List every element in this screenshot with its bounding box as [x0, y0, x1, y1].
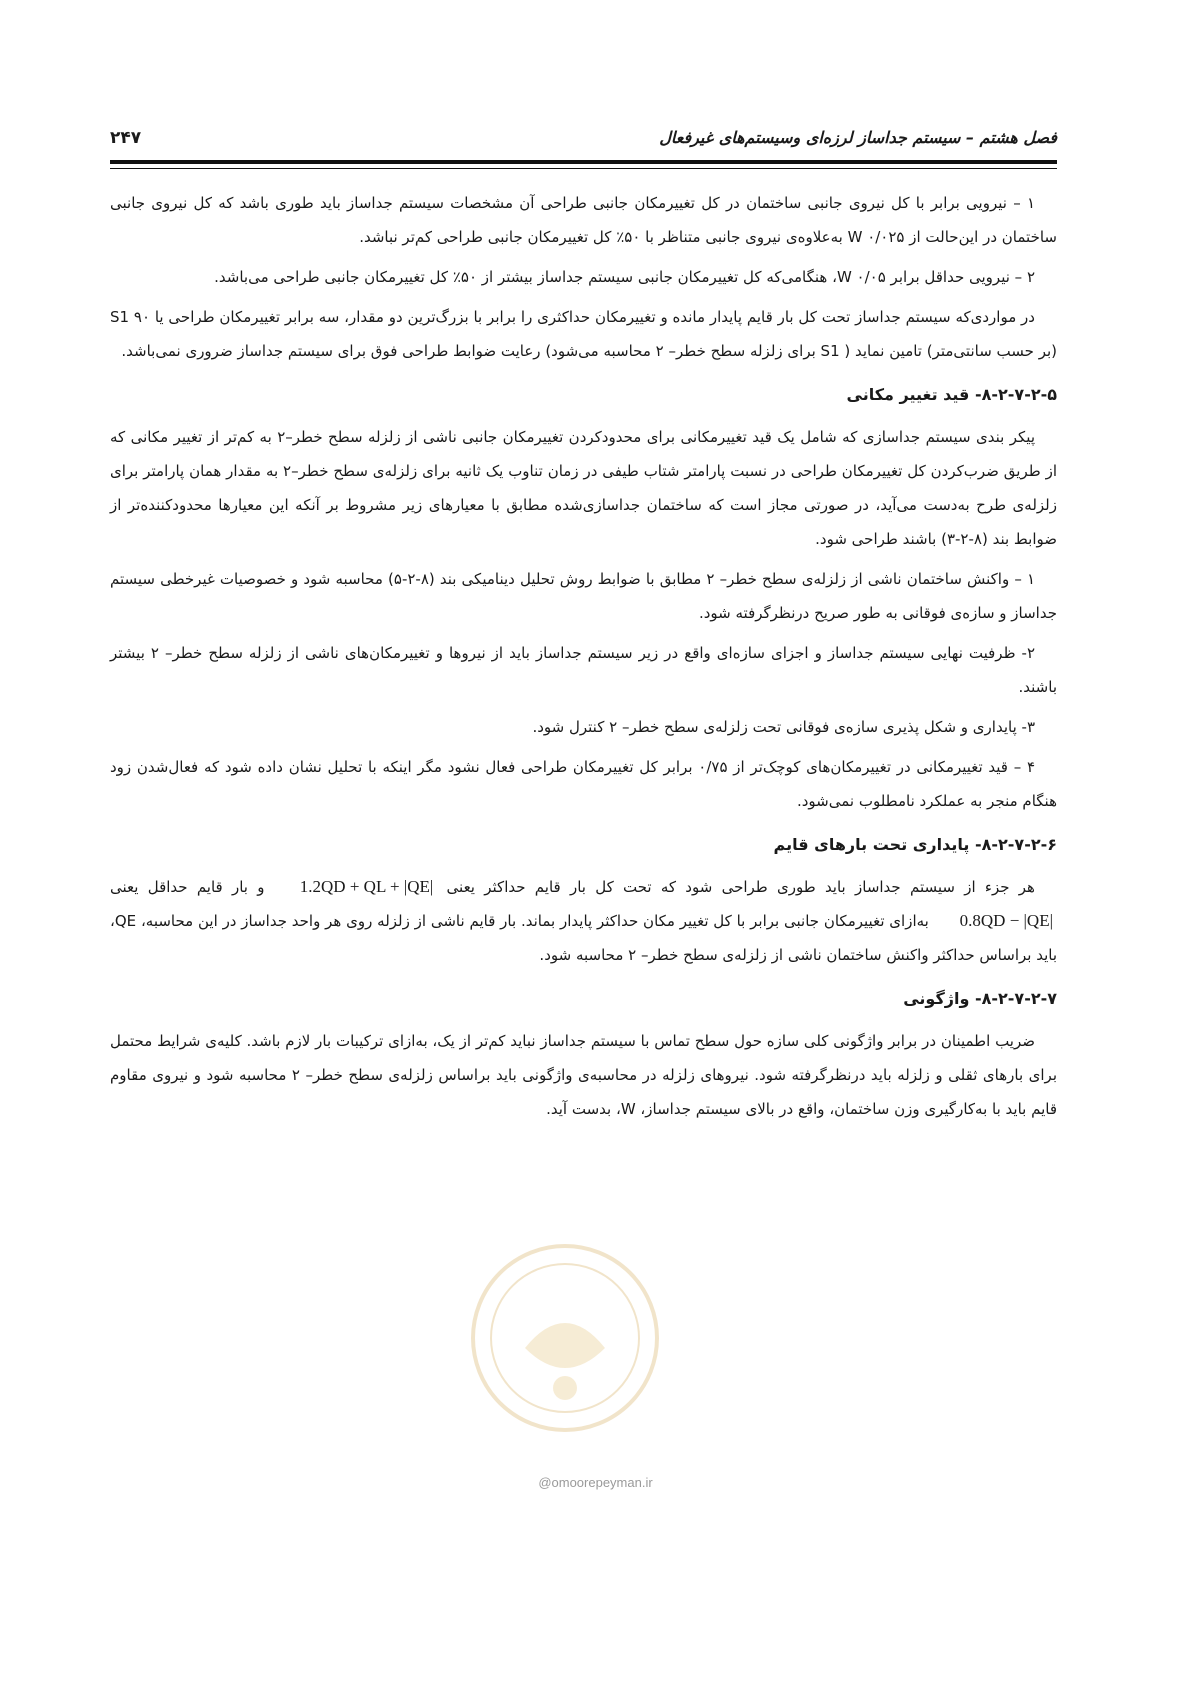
chapter-title: فصل هشتم – سیستم جداساز لرزه‌ای وسیستم‌های غیرفعال [659, 128, 1057, 147]
section-heading-5: ۸-۲-۷-۲-۵- قید تغییر مکانی [846, 385, 1057, 404]
section-5-item-3: ۳- پایداری و شکل پذیری سازه‌ی فوقانی تحت زلزله‌ی سطح خطر– ۲ کنترل شود. [532, 718, 1035, 736]
watermark-url: @omoorepeyman.ir [538, 1475, 653, 1490]
section-5-intro: پیکر بندی سیستم جداسازی که شامل یک قید تغییرمکانی برای محدودکردن تغییرمکان جانبی ناشی از زلزله سطح خطر–۲ به کم‌تر از تغییر مکانی که از طریق ضرب‌کردن کل تغییرمکان طراحی در نسبت پارامتر شتاب طیفی در زمان تناوب یک ثانیه برای زلزله‌ی سطح خطر–۲ به مقدار همان پارامتر برای زلزله‌ی طرح به‌دست می‌آید، در صورتی مجاز است که ساختمان جداسازی‌شده مطابق با معیارهای زیر مشروط بر آنکه این معیارها محدودکننده‌تر از ضوابط بند (۸-۲-۳) باشند طراحی شود. [110, 428, 1057, 548]
section-6-text [110, 870, 1057, 972]
header-rule-thin [110, 168, 1057, 169]
section-6-text-b: و بار قایم حداقل یعنی [110, 878, 265, 896]
body-text [110, 186, 1057, 1132]
section-6-text-a: هر جزء از سیستم جداساز باید طوری طراحی شود که تحت کل بار قایم حداکثر یعنی [446, 878, 1035, 896]
header-rule-thick [110, 160, 1057, 164]
section-5-item-2: ۲- ظرفیت نهایی سیستم جداساز و اجزای سازه‌ای واقع در زیر سیستم جداساز باید از نیروها و تغییرمکان‌های ناشی از زلزله سطح خطر– ۲ بیشتر باشند. [110, 644, 1057, 696]
paragraph-exception: در مواردی‌که سیستم جداساز تحت کل بار قایم پایدار مانده و تغییرمکان حداکثری را برابر با بزرگ‌ترین دو مقدار، سه برابر تغییرمکان طراحی یا ۹۰ S1 (بر حسب سانتی‌متر) تامین نماید ( S1 برای زلزله سطح خطر– ۲ محاسبه می‌شود) رعایت ضوابط طراحی فوق برای سیستم جداساز ضروری نمی‌باشد. [110, 308, 1057, 360]
section-heading-6: ۸-۲-۷-۲-۶- پایداری تحت بارهای قایم [773, 835, 1057, 854]
page-header [110, 126, 1057, 154]
page-number: ۲۴۷ [110, 128, 142, 148]
section-7-text: ضریب اطمینان در برابر واژگونی کلی سازه حول سطح تماس با سیستم جداساز نباید کم‌تر از یک، به‌ازای ترکیبات بار لازم باشد. کلیه‌ی شرایط محتمل برای بارهای ثقلی و زلزله باید درنظرگرفته شود. نیروهای زلزله در محاسبه‌ی واژگونی باید براساس زلزله‌ی سطح خطر– ۲ محاسبه شود و نیروی مقاوم قایم باید با به‌کارگیری وزن ساختمان، واقع در بالای سیستم جداساز، W، بدست آید. [110, 1032, 1057, 1118]
section-5-item-1: ۱ – واکنش ساختمان ناشی از زلزله‌ی سطح خطر– ۲ مطابق با ضوابط روش تحلیل دینامیکی بند (۸-۲-۵) محاسبه شود و خصوصیات غیرخطی سیستم جداساز و سازه‌ی فوقانی به طور صریح درنظرگرفته شود. [110, 570, 1057, 622]
section-5-item-4: ۴ – قید تغییرمکانی در تغییرمکان‌های کوچک‌تر از ۰/۷۵ برابر کل تغییرمکان طراحی فعال نشود مگر اینکه با تحلیل نشان داده شود که فعال‌شدن زود هنگام منجر به عملکرد نامطلوب نمی‌شود. [110, 758, 1057, 810]
equation-max-vertical-load: 1.2QD + QL + |QE| [299, 877, 434, 896]
section-6-text-c: به‌ازای تغییرمکان جانبی برابر با کل تغییر مکان حداکثر پایدار بماند. بار قایم ناشی از زلزله روی هر واحد جداساز در این محاسبه، QE، باید براساس حداکثر واکنش ساختمان ناشی از زلزله‌ی سطح خطر– ۲ محاسبه شود. [110, 912, 1057, 964]
paragraph-item-1: ۱ – نیرویی برابر با کل نیروی جانبی ساختمان در کل تغییرمکان جانبی طراحی آن مشخصات سیستم جداساز باید طوری باشد که کل نیروی جانبی ساختمان در این‌حالت از W ۰/۰۲۵ به‌علاوه‌ی نیروی جانبی متناظر با ۵۰٪ کل تغییرمکان جانبی طراحی کم‌تر نباشد. [110, 194, 1057, 246]
publisher-seal-icon [465, 1238, 665, 1438]
section-heading-7: ۸-۲-۷-۲-۷- واژگونی [903, 989, 1057, 1008]
equation-min-vertical-load: 0.8QD − |QE| [959, 911, 1053, 930]
paragraph-item-2: ۲ – نیرویی حداقل برابر W ۰/۰۵، هنگامی‌که کل تغییرمکان جانبی سیستم جداساز بیشتر از ۵۰٪ کل تغییرمکان جانبی طراحی می‌باشد. [214, 268, 1035, 286]
